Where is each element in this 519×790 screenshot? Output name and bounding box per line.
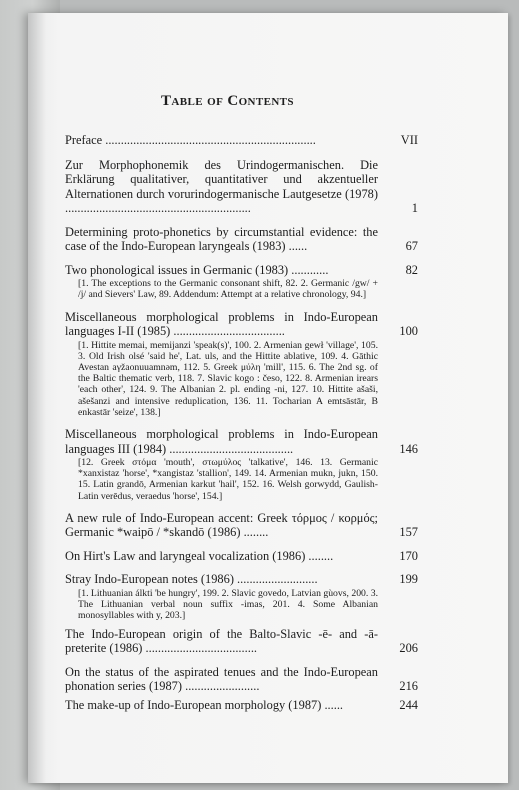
toc-entry-title: Miscellaneous morphological problems in Indo-European languages I-II (1985) .................................... xyxy=(65,309,378,339)
book-page xyxy=(28,13,508,783)
toc-entry-title: Preface .................................................................... xyxy=(65,133,316,147)
toc-entry xyxy=(65,310,418,418)
toc-page-number: 157 xyxy=(399,525,418,540)
toc-page-number: 100 xyxy=(399,324,418,339)
toc-entry-title: The make-up of Indo-European morphology (1987) ...... xyxy=(65,697,344,712)
toc-entry xyxy=(65,158,418,216)
toc-page-number: 216 xyxy=(399,679,418,694)
toc-entry-subsections: [1. Lithuanian álkti 'be hungry', 199. 2. Slavic govedo, Latvian gùovs, 200. 3. The Lithuanian verbal noun suffix -imas, 201. 4. Some Albanian monosyllables with y, 203.] xyxy=(78,588,378,622)
toc-entry xyxy=(65,511,418,540)
toc-page-number: 199 xyxy=(399,572,418,587)
toc-entry-title: On Hirt's Law and laryngeal vocalization (1986) ........ xyxy=(65,548,334,563)
toc-entry xyxy=(65,263,418,301)
toc-entry-subsections: [12. Greek στόμα 'mouth', στωμύλος 'talkative', 146. 13. Germanic *xanxistaz 'horse', *xangistaz 'stallion', 149. 14. Armenian mukn, jukn, 150. 15. Latin grandō, Armenian karkut 'hail', 152. 16. Welsh gorwydd, Gaulish-Latin verēdus, veraedus 'horse', 154.] xyxy=(78,457,378,502)
table-of-contents xyxy=(65,133,418,721)
toc-entry-subsections: [1. Hittite memai, memijanzi 'speak(s)', 100. 2. Armenian gewł 'village', 105. 3. Old Irish olsé 'said he', Lat. uls, and the Hittite ablative, 109. 4. Gāthic Avestan aγžaonuuamnəm, 112. 5. Greek μύλη 'mill', 115. 6. The 2nd sg. of the Baltic thematic verb, 118. 7. Slavic kogo : česo, 122. 8. Armenian irears 'each other', 124. 9. The Albanian 2. pl. ending -ni, 127. 10. Hittite ašaši, ašešanzi and intensive reduplication, 136. 11. Tocharian A emtsāstār, B enkastār 'seize', 138.] xyxy=(78,339,378,418)
toc-entry-title: The Indo-European origin of the Balto-Slavic -ē- and -ā- preterite (1986) .................................... xyxy=(65,626,378,656)
page-gutter-shadow xyxy=(28,13,46,783)
toc-entry xyxy=(65,627,418,656)
toc-page-number: 67 xyxy=(405,239,418,253)
toc-entry-title: Miscellaneous morphological problems in Indo-European languages III (1984) ........................................ xyxy=(65,427,378,456)
toc-page-number: 82 xyxy=(405,262,418,277)
toc-entry xyxy=(65,549,418,564)
toc-entry xyxy=(65,665,418,694)
page-title: Table of Contents xyxy=(161,93,294,109)
toc-entry-title: On the status of the aspirated tenues and the Indo-European phonation series (1987) ........................ xyxy=(65,664,378,694)
toc-entry xyxy=(65,427,418,502)
toc-entry xyxy=(65,698,418,713)
toc-page-number: 1 xyxy=(411,201,418,215)
toc-entry-title: Zur Morphophonemik des Urindogermanischen. Die Erklärung qualitativer, quantitativer und akzentueller Alternationen durch vorurindogermanische Lautgesetze (1978) ............................................................ xyxy=(65,157,378,216)
toc-entry-title: Determining proto-phonetics by circumstantial evidence: the case of the Indo-European laryngeals (1983) ...... xyxy=(65,224,378,254)
toc-page-number: 146 xyxy=(399,441,418,456)
toc-entry-title: Two phonological issues in Germanic (1983) ............ xyxy=(65,262,329,277)
toc-entry xyxy=(65,225,418,254)
toc-entry-title: A new rule of Indo-European accent: Greek τόρμος / κορμός; Germanic *waipō / *skandō (1986) ........ xyxy=(65,510,378,540)
toc-page-number: VII xyxy=(400,133,418,147)
toc-entry-title: Stray Indo-European notes (1986) .......................... xyxy=(65,572,318,587)
toc-page-number: 170 xyxy=(399,548,418,563)
toc-entry xyxy=(65,133,418,148)
toc-page-number: 206 xyxy=(399,641,418,656)
toc-page-number: 244 xyxy=(399,697,418,712)
toc-entry-subsections: [1. The exceptions to the Germanic consonant shift, 82. 2. Germanic /gw/ + /j/ and Sievers' Law, 89. Addendum: Attempt at a relative chronology, 94.] xyxy=(78,278,378,301)
toc-entry xyxy=(65,572,418,621)
